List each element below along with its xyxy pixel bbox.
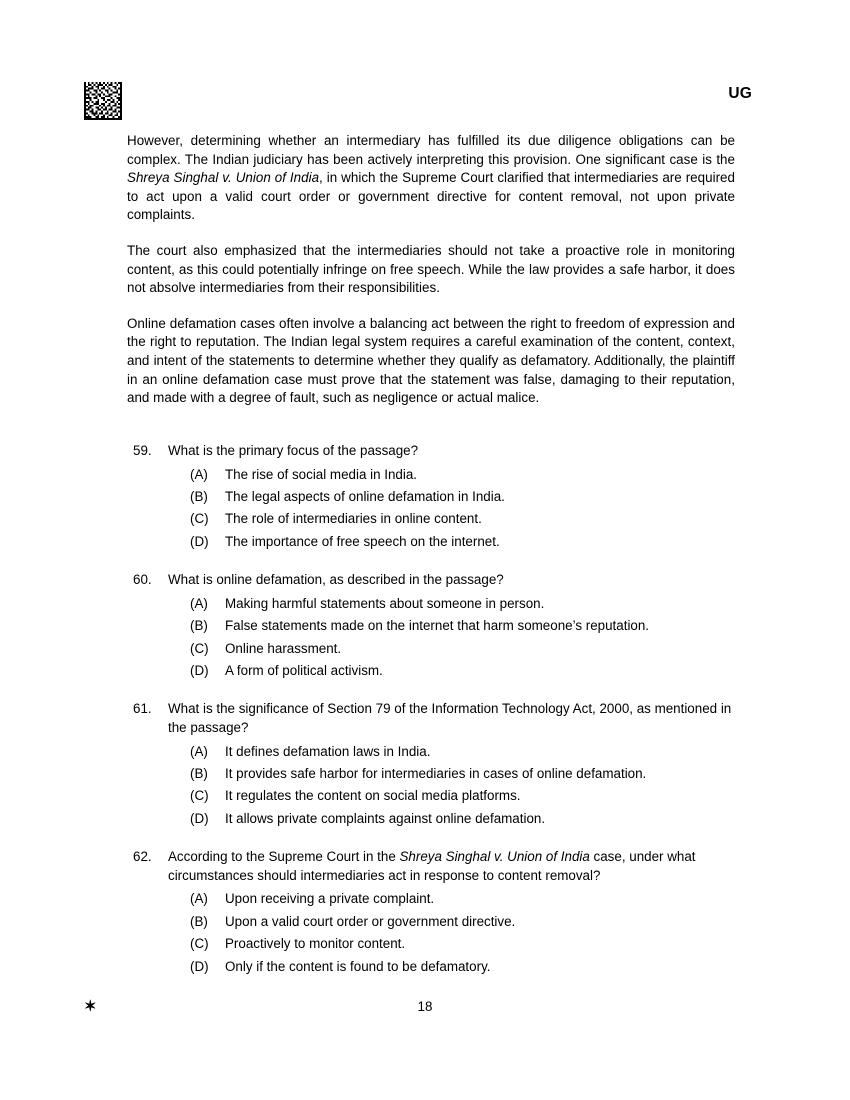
option-text: It regulates the content on social media platforms. bbox=[225, 788, 521, 804]
option-letter: (B) bbox=[190, 913, 208, 929]
question-block bbox=[127, 571, 735, 682]
question-1-text-run-0: What is online defamation, as described in the passage? bbox=[168, 572, 504, 588]
option-row[interactable] bbox=[127, 741, 735, 763]
question-block bbox=[127, 442, 735, 553]
option-group bbox=[127, 593, 735, 683]
page-footer bbox=[84, 997, 752, 1017]
option-letter: (A) bbox=[190, 595, 208, 611]
option-row[interactable] bbox=[127, 808, 735, 830]
question-text bbox=[168, 571, 735, 590]
passage-paragraph-2-run-0: Online defamation cases often involve a balancing act between the right to freedom of expression and the right to reputation. The Indian legal system requires a careful examination of the content, context, and intent of the statements to determine whether they qualify as defamatory. Additionally, the plaintiff in an online defamation case must prove that the statement was false, damaging to their reputation, and made with a degree of fault, such as negligence or actual malice. bbox=[127, 315, 735, 406]
option-letter: (B) bbox=[190, 618, 208, 634]
question-3-text-run-2: case, under what circumstances should intermediaries act in response to content removal? bbox=[168, 849, 696, 883]
option-letter: (D) bbox=[190, 663, 209, 679]
option-text: Only if the content is found to be defamatory. bbox=[225, 958, 491, 974]
option-letter: (C) bbox=[190, 936, 209, 952]
option-letter: (D) bbox=[190, 958, 209, 974]
option-text: It allows private complaints against online defamation. bbox=[225, 810, 546, 826]
option-row[interactable] bbox=[127, 638, 735, 660]
passage-paragraph bbox=[127, 132, 735, 225]
page-header bbox=[84, 78, 752, 124]
question-row bbox=[127, 442, 735, 461]
question-text bbox=[168, 848, 735, 885]
star-icon: ✶ bbox=[84, 998, 97, 1015]
passage-paragraph bbox=[127, 242, 735, 298]
option-row[interactable] bbox=[127, 660, 735, 682]
option-text: The rise of social media in India. bbox=[225, 466, 418, 482]
option-row[interactable] bbox=[127, 615, 735, 637]
question-block bbox=[127, 848, 735, 978]
option-row[interactable] bbox=[127, 531, 735, 553]
option-group bbox=[127, 888, 735, 978]
option-letter: (B) bbox=[190, 766, 208, 782]
option-text: It defines defamation laws in India. bbox=[225, 743, 431, 759]
question-block bbox=[127, 700, 735, 830]
option-row[interactable] bbox=[127, 508, 735, 530]
option-text: The legal aspects of online defamation in India. bbox=[225, 489, 505, 504]
option-text: Online harassment. bbox=[225, 640, 342, 656]
option-text: It provides safe harbor for intermediaries in cases of online defamation. bbox=[225, 766, 647, 782]
passage-paragraph-0-run-1: Shreya Singhal v. Union of India bbox=[127, 170, 320, 186]
question-number: 60. bbox=[133, 572, 152, 588]
option-row[interactable] bbox=[127, 464, 735, 486]
question-0-text-run-0: What is the primary focus of the passage? bbox=[168, 443, 419, 458]
option-text: Making harmful statements about someone in person. bbox=[225, 595, 545, 611]
option-row[interactable] bbox=[127, 911, 735, 933]
option-group bbox=[127, 464, 735, 554]
option-letter: (A) bbox=[190, 891, 208, 907]
question-list bbox=[127, 442, 735, 978]
option-row[interactable] bbox=[127, 933, 735, 955]
question-number: 61. bbox=[133, 701, 152, 717]
question-3-text-run-1: Shreya Singhal v. Union of India bbox=[399, 849, 590, 865]
question-row bbox=[127, 700, 735, 737]
question-number: 62. bbox=[133, 849, 152, 865]
exam-code-label: UG bbox=[728, 85, 752, 102]
option-letter: (A) bbox=[190, 743, 208, 759]
passage-body bbox=[127, 132, 735, 408]
option-text: A form of political activism. bbox=[225, 663, 383, 679]
option-text: The importance of free speech on the internet. bbox=[225, 533, 500, 549]
option-text: The role of intermediaries in online content. bbox=[225, 511, 482, 527]
option-letter: (C) bbox=[190, 640, 209, 656]
question-3-text-run-0: According to the Supreme Court in the bbox=[168, 849, 400, 865]
option-letter: (A) bbox=[190, 466, 208, 482]
option-text: Upon receiving a private complaint. bbox=[225, 891, 435, 907]
datamatrix-code-icon bbox=[84, 82, 122, 120]
question-row bbox=[127, 848, 735, 885]
page-number: 18 bbox=[417, 999, 433, 1014]
passage-paragraph-0-run-2: , in which the Supreme Court clarified that intermediaries are required to act upon a valid court order or government directive for content removal, not upon private complaints. bbox=[127, 170, 735, 223]
option-row[interactable] bbox=[127, 785, 735, 807]
option-letter: (D) bbox=[190, 810, 209, 826]
option-row[interactable] bbox=[127, 888, 735, 910]
passage-paragraph-0-run-0: However, determining whether an intermediary has fulfilled its due diligence obligations can be complex. The Indian judiciary has been actively interpreting this provision. One significant case is the bbox=[127, 133, 735, 167]
question-2-text-run-0: What is the significance of Section 79 of the Information Technology Act, 2000, as mentioned in the passage? bbox=[168, 701, 732, 736]
question-number: 59. bbox=[133, 443, 152, 458]
question-row bbox=[127, 571, 735, 590]
option-letter: (D) bbox=[190, 533, 209, 549]
option-row[interactable] bbox=[127, 486, 735, 508]
option-letter: (C) bbox=[190, 788, 209, 804]
passage-paragraph-1-run-0: The court also emphasized that the intermediaries should not take a proactive role in monitoring content, as this could potentially infringe on free speech. While the law provides a safe harbor, it does not absolve intermediaries from their responsibilities. bbox=[127, 242, 735, 296]
option-letter: (B) bbox=[190, 489, 208, 504]
passage-paragraph bbox=[127, 315, 735, 408]
option-row[interactable] bbox=[127, 763, 735, 785]
option-text: Proactively to monitor content. bbox=[225, 936, 406, 952]
question-text bbox=[168, 442, 735, 461]
option-letter: (C) bbox=[190, 511, 209, 527]
option-row[interactable] bbox=[127, 593, 735, 615]
option-group bbox=[127, 741, 735, 831]
option-text: False statements made on the internet that harm someone’s reputation. bbox=[225, 618, 650, 634]
question-text bbox=[168, 700, 735, 737]
option-row[interactable] bbox=[127, 956, 735, 978]
option-text: Upon a valid court order or government directive. bbox=[225, 913, 516, 929]
